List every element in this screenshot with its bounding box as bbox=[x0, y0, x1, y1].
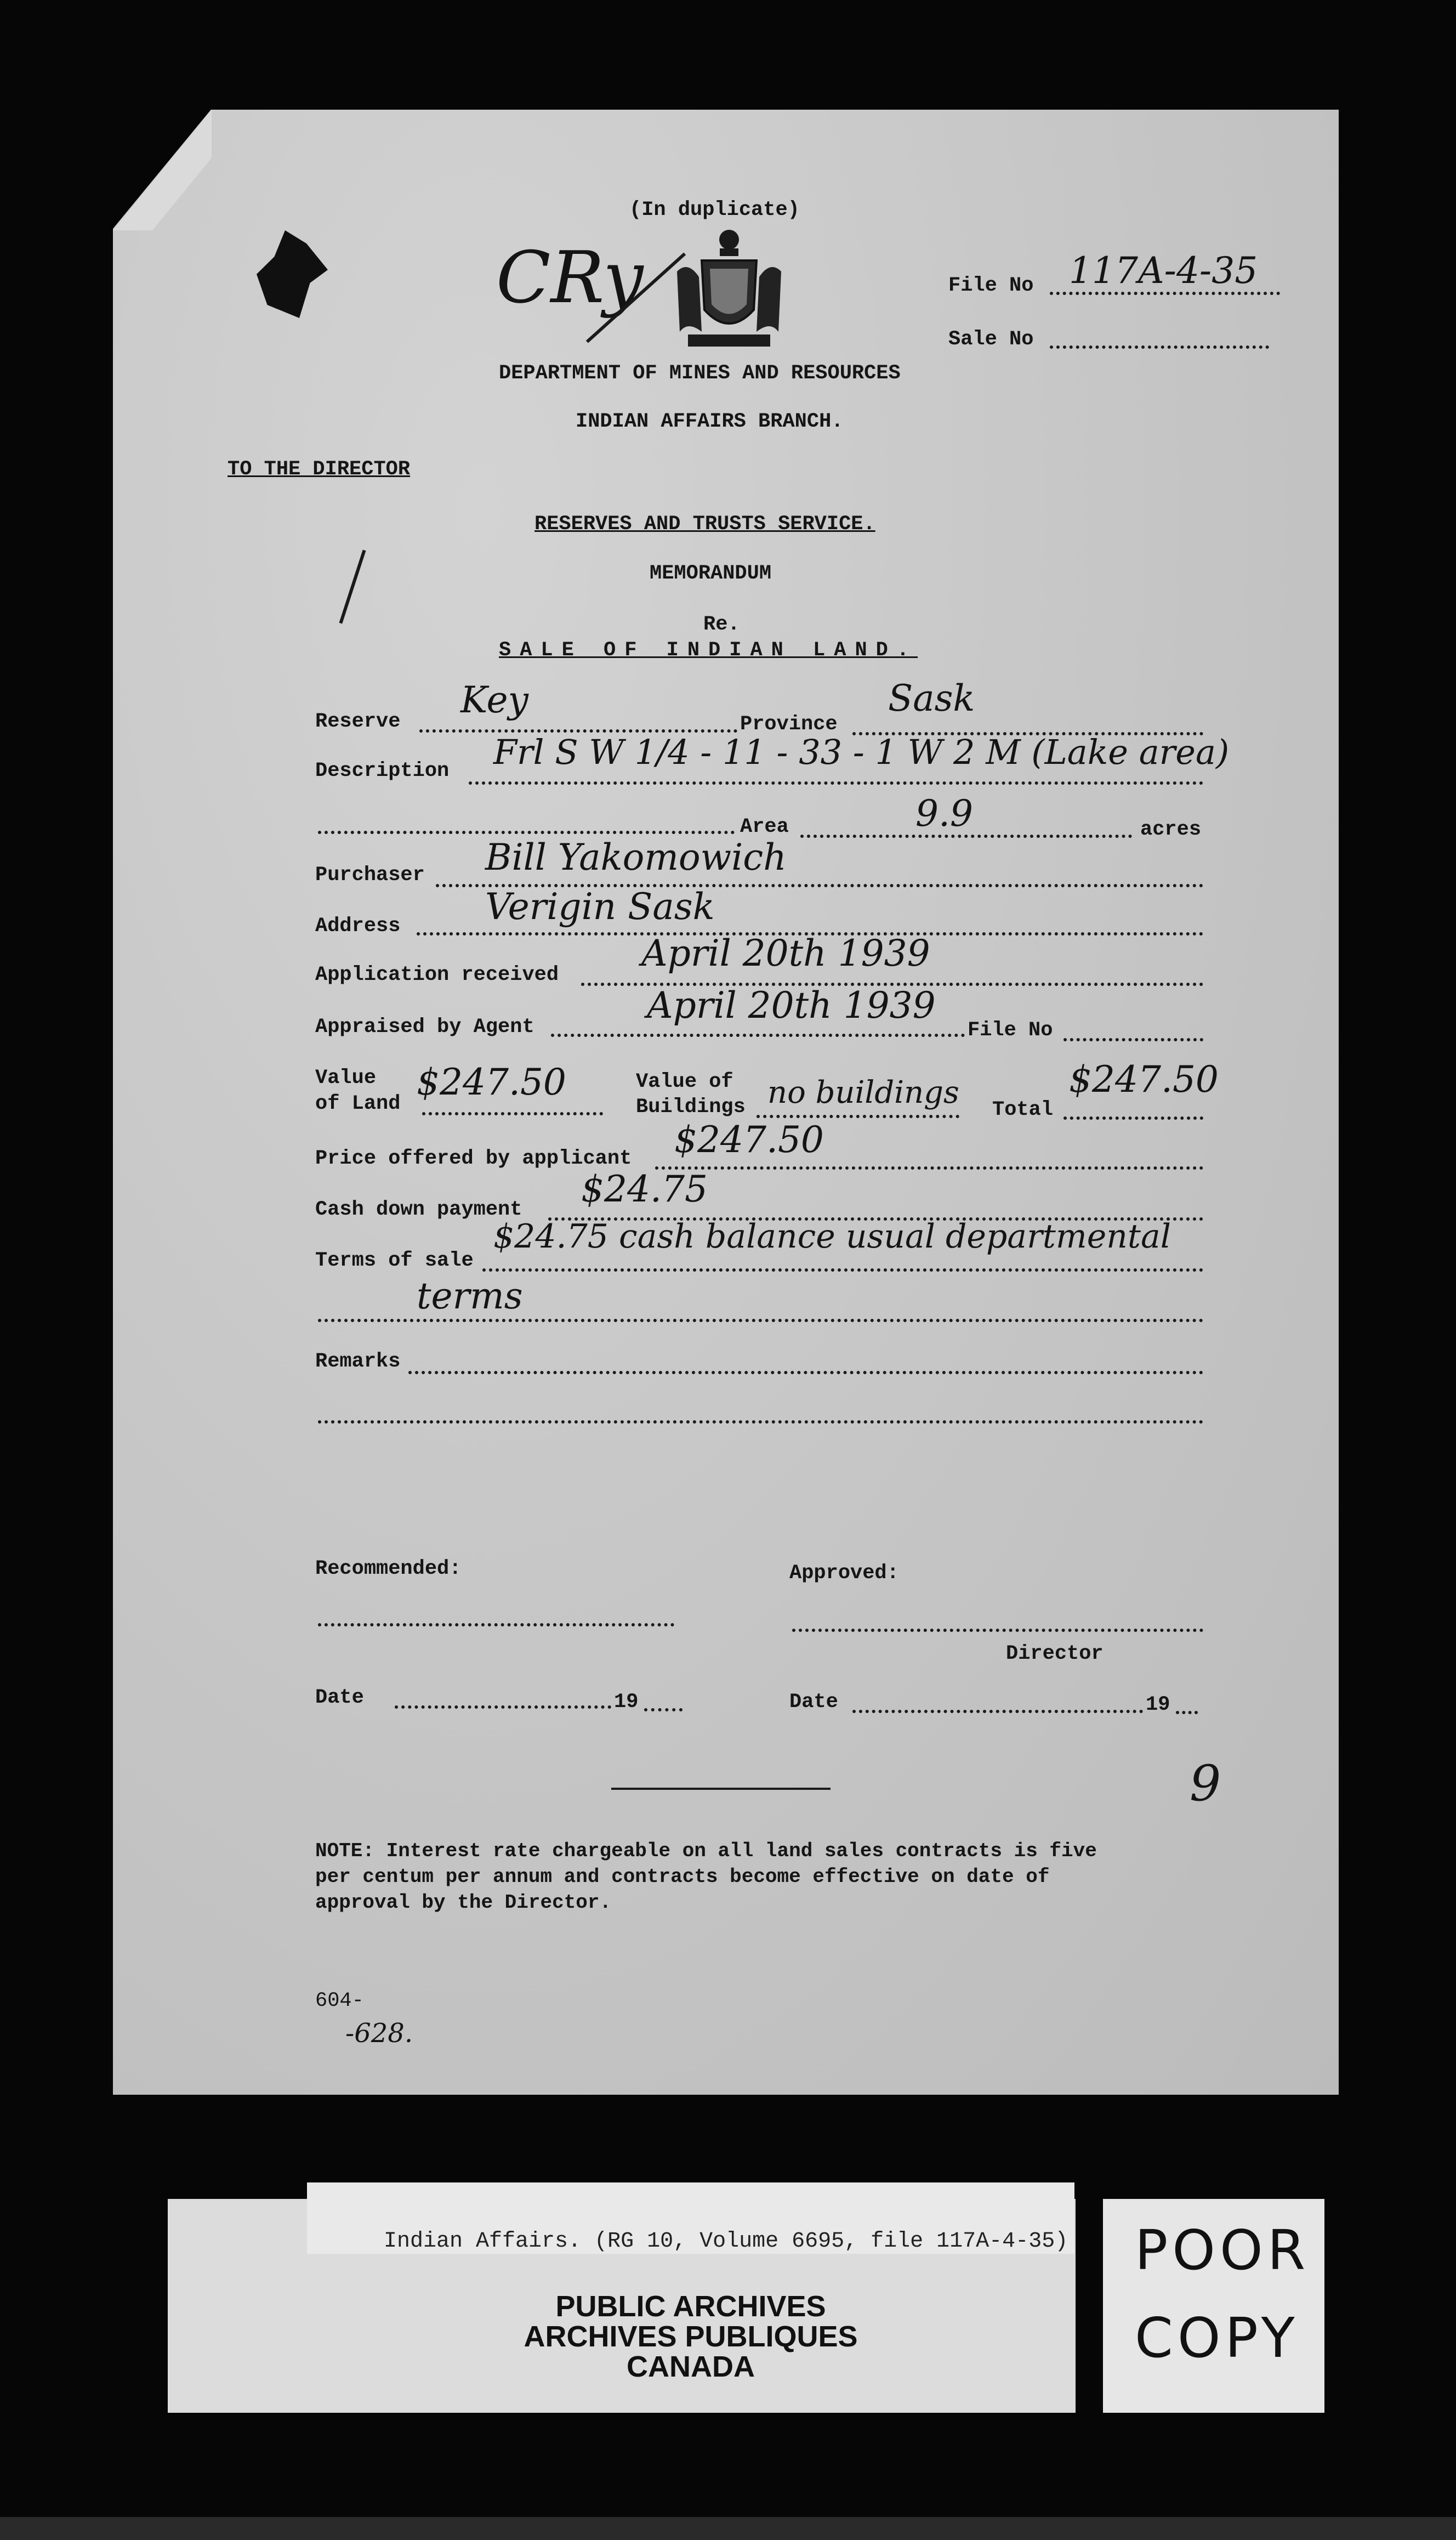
appraised-label: Appraised by Agent bbox=[315, 1016, 534, 1039]
terms-line-2 bbox=[318, 1319, 1203, 1322]
director-label: Director bbox=[1006, 1642, 1104, 1665]
price-offered-value: $247.50 bbox=[674, 1119, 824, 1161]
total-value: $247.50 bbox=[1069, 1058, 1219, 1101]
approved-sign-line bbox=[792, 1629, 1203, 1632]
terms-line-1 bbox=[482, 1268, 1203, 1272]
value-buildings-label-1: Value of bbox=[636, 1070, 733, 1093]
archive-reference: Indian Affairs. (RG 10, Volume 6695, file 117A-4-35) bbox=[384, 2229, 1068, 2254]
date-line-right bbox=[852, 1710, 1143, 1713]
total-label: Total bbox=[992, 1098, 1054, 1121]
service-title: RESERVES AND TRUSTS SERVICE. bbox=[534, 513, 875, 536]
archive-line-2: ARCHIVES PUBLIQUES bbox=[524, 2320, 858, 2353]
remarks-line-2 bbox=[318, 1420, 1203, 1424]
cash-down-value: $24.75 bbox=[581, 1168, 708, 1210]
date-label-right: Date bbox=[789, 1691, 838, 1714]
coat-of-arms-icon bbox=[672, 228, 787, 354]
value-buildings-line bbox=[757, 1115, 959, 1118]
area-left-line bbox=[318, 831, 735, 834]
province-value: Sask bbox=[888, 677, 975, 719]
duplicate-note: (In duplicate) bbox=[629, 199, 800, 222]
sale-no-line bbox=[1050, 345, 1269, 349]
form-number-line-1: 604- bbox=[315, 1989, 364, 2012]
remarks-line-1 bbox=[408, 1371, 1203, 1374]
appraised-file-no-label: File No bbox=[968, 1019, 1053, 1042]
note-line-1: NOTE: Interest rate chargeable on all land sales contracts is five bbox=[315, 1840, 1097, 1862]
date-line-right-end bbox=[1176, 1711, 1198, 1714]
remarks-label: Remarks bbox=[315, 1350, 401, 1373]
page-number: 9 bbox=[1190, 1755, 1221, 1812]
purchaser-value: Bill Yakomowich bbox=[485, 836, 787, 878]
date-label-left: Date bbox=[315, 1686, 364, 1709]
branch-title: INDIAN AFFAIRS BRANCH. bbox=[576, 410, 844, 433]
archive-line-3: CANADA bbox=[627, 2350, 755, 2383]
address-value: Verigin Sask bbox=[485, 886, 715, 928]
area-value: 9.9 bbox=[915, 792, 973, 835]
recommended-sign-line bbox=[318, 1623, 674, 1626]
description-label: Description bbox=[315, 759, 450, 783]
total-line bbox=[1063, 1116, 1203, 1120]
appraised-line bbox=[551, 1034, 965, 1037]
appraised-file-no-line bbox=[1063, 1038, 1203, 1041]
acres-label: acres bbox=[1140, 818, 1202, 841]
purchaser-label: Purchaser bbox=[315, 864, 425, 887]
file-no-line bbox=[1050, 292, 1280, 295]
value-buildings-label-2: Buildings bbox=[636, 1096, 746, 1119]
description-line bbox=[469, 781, 1203, 785]
application-value: April 20th 1939 bbox=[641, 932, 930, 974]
file-no-label: File No bbox=[948, 274, 1034, 297]
form-number-line-2: -628. bbox=[345, 2018, 413, 2049]
re-label: Re. bbox=[703, 613, 740, 636]
date-19-left: 19 bbox=[614, 1691, 639, 1714]
date-line-left bbox=[395, 1705, 611, 1709]
memorandum-title: MEMORANDUM bbox=[650, 562, 772, 585]
file-no-value: 117A-4-35 bbox=[1069, 250, 1258, 292]
handwritten-initials: CRy bbox=[496, 236, 644, 319]
price-offered-line bbox=[655, 1166, 1203, 1170]
value-land-line bbox=[422, 1112, 603, 1115]
appraised-value: April 20th 1939 bbox=[647, 984, 936, 1027]
approved-label: Approved: bbox=[789, 1562, 899, 1585]
province-label: Province bbox=[740, 713, 838, 736]
value-buildings-value: no buildings bbox=[767, 1075, 959, 1110]
note-line-3: approval by the Director. bbox=[315, 1891, 612, 1914]
archive-line-1: PUBLIC ARCHIVES bbox=[555, 2290, 826, 2323]
area-label: Area bbox=[740, 815, 789, 838]
reserve-value: Key bbox=[460, 679, 528, 721]
terms-value-2: terms bbox=[417, 1275, 523, 1317]
poor-label: POOR bbox=[1135, 2218, 1310, 2282]
scan-bottom-edge bbox=[0, 2517, 1456, 2540]
cash-down-label: Cash down payment bbox=[315, 1198, 522, 1221]
terms-value-1: $24.75 cash balance usual departmental bbox=[493, 1217, 1171, 1256]
address-label: Address bbox=[315, 915, 401, 938]
department-title: DEPARTMENT OF MINES AND RESOURCES bbox=[499, 362, 901, 385]
subject-title: SALE OF INDIAN LAND. bbox=[499, 639, 918, 662]
value-land-value: $247.50 bbox=[417, 1061, 566, 1103]
separator-rule bbox=[611, 1788, 831, 1790]
to-the-director: TO THE DIRECTOR bbox=[228, 458, 411, 481]
note-line-2: per centum per annum and contracts become effective on date of bbox=[315, 1866, 1050, 1888]
value-land-label-1: Value bbox=[315, 1067, 377, 1090]
date-19-right: 19 bbox=[1146, 1693, 1170, 1716]
area-line bbox=[800, 835, 1132, 838]
copy-label: COPY bbox=[1135, 2306, 1299, 2370]
application-label: Application received bbox=[315, 963, 559, 986]
description-value: Frl S W 1/4 - 11 - 33 - 1 W 2 M (Lake area) bbox=[493, 732, 1230, 772]
value-land-label-2: of Land bbox=[315, 1092, 401, 1115]
reserve-label: Reserve bbox=[315, 710, 401, 733]
terms-of-sale-label: Terms of sale bbox=[315, 1249, 474, 1272]
price-offered-label: Price offered by applicant bbox=[315, 1147, 632, 1170]
date-line-left-end bbox=[644, 1708, 682, 1711]
sale-no-label: Sale No bbox=[948, 328, 1034, 351]
recommended-label: Recommended: bbox=[315, 1557, 462, 1580]
